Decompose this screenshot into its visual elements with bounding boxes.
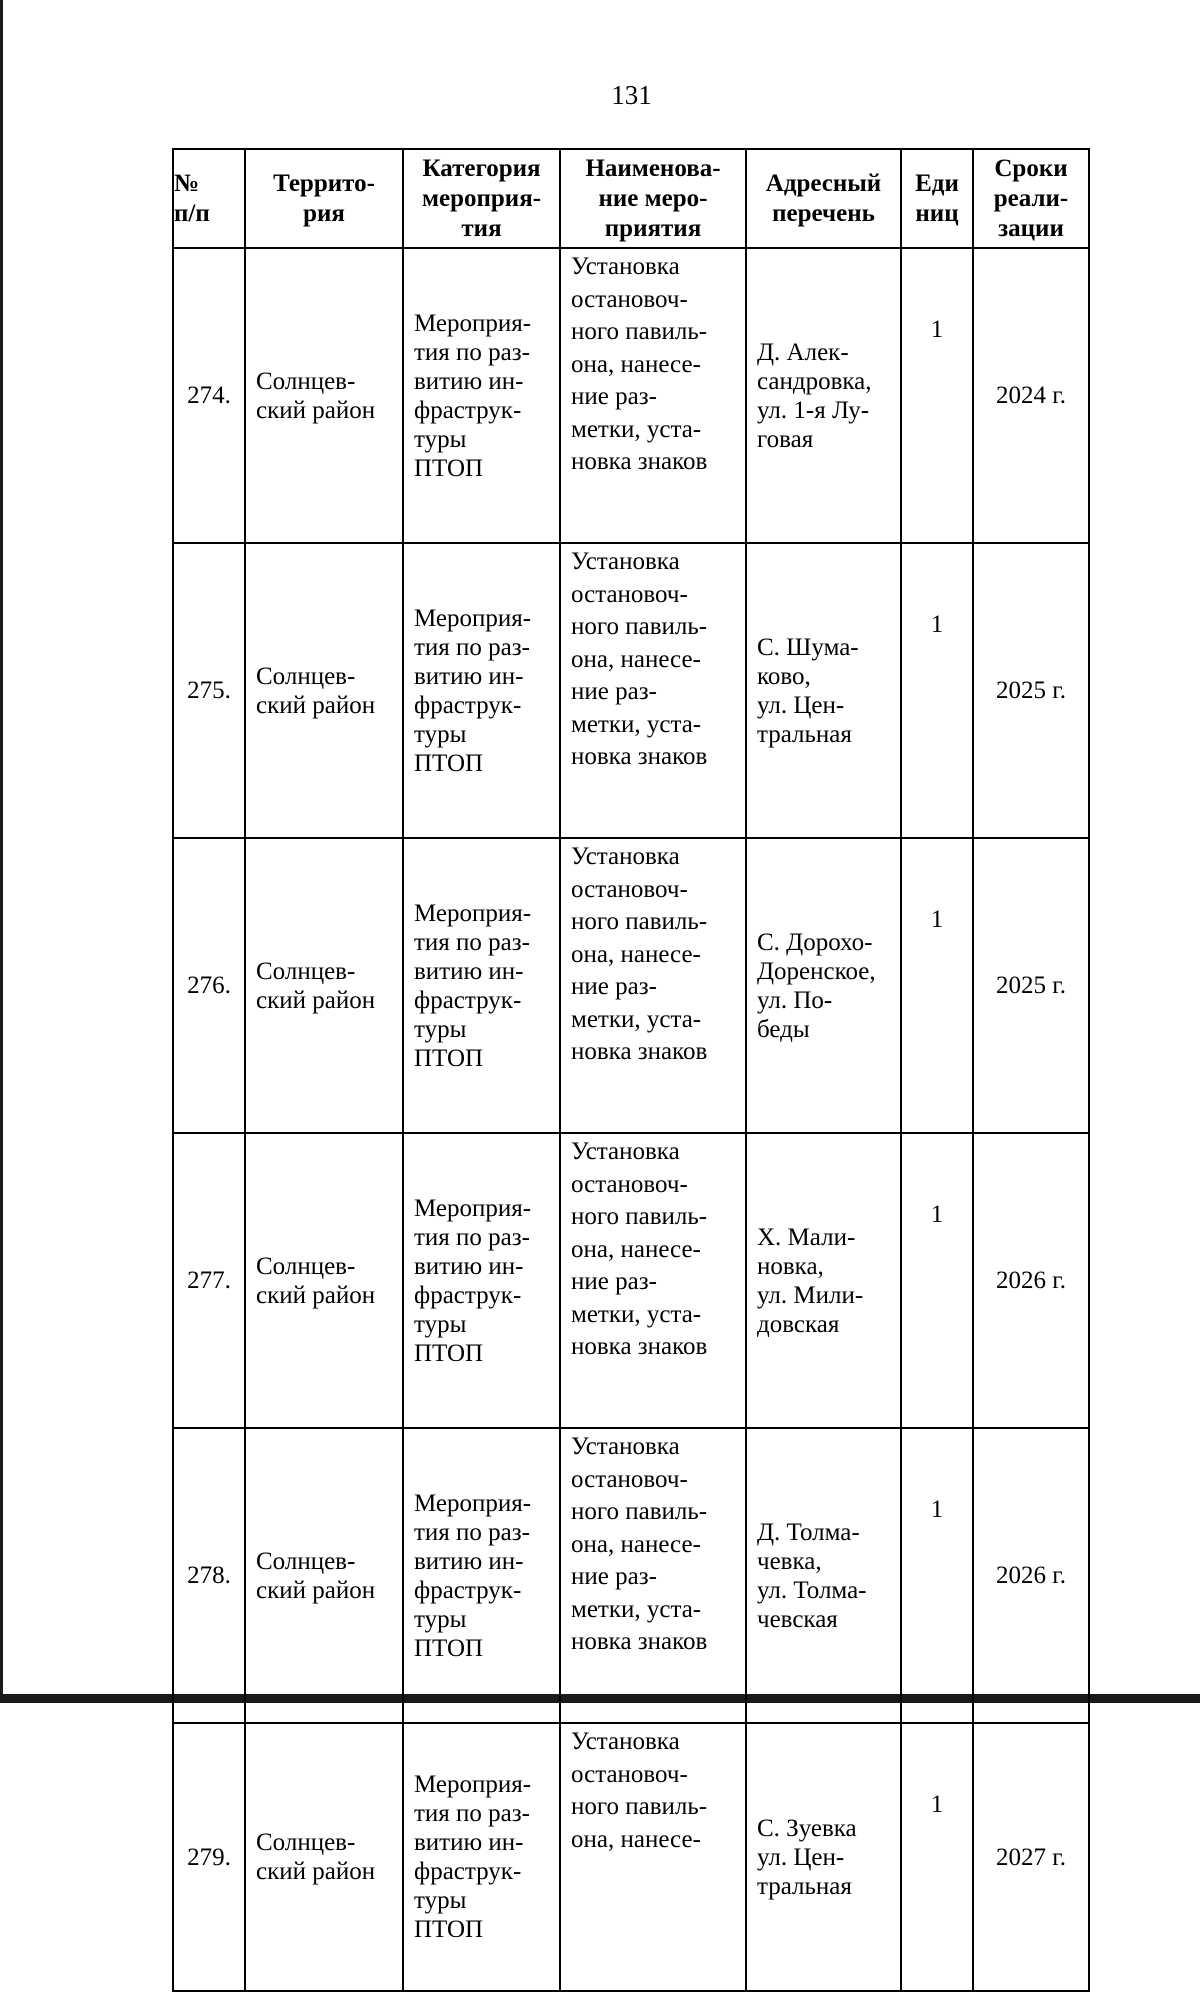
cell-category xyxy=(403,838,560,1133)
cell-category-text: Мероприя- тия по раз- витию ин- фраструк- туры ПТОП xyxy=(414,1771,532,1943)
cell-term: 2026 г. xyxy=(973,1428,1089,1723)
cell-territory xyxy=(245,1723,403,1991)
cell-territory xyxy=(245,1133,403,1428)
table-row xyxy=(173,1723,1089,1991)
cell-category xyxy=(403,248,560,543)
cell-name xyxy=(560,1133,746,1428)
cell-category xyxy=(403,1723,560,1991)
cell-unit: 1 xyxy=(901,838,973,1133)
cell-territory-text: Солнцев- ский район xyxy=(256,957,376,1014)
cell-term: 2024 г. xyxy=(973,248,1089,543)
cell-territory xyxy=(245,1428,403,1723)
cell-category xyxy=(403,1133,560,1428)
cell-name-text: Установка остановоч- ного павиль- она, нанесе- ние раз- метки, уста- новка знаков xyxy=(571,1433,708,1655)
cell-term: 2025 г. xyxy=(973,838,1089,1133)
table-row xyxy=(173,1133,1089,1428)
cell-territory xyxy=(245,838,403,1133)
header-category: Категория мероприя- тия xyxy=(403,149,560,248)
cell-num: 278. xyxy=(173,1428,245,1723)
cell-unit: 1 xyxy=(901,1428,973,1723)
cell-address-text: С. Шума- ково, ул. Цен- тральная xyxy=(757,633,859,748)
cell-name xyxy=(560,248,746,543)
cell-category xyxy=(403,543,560,838)
table-row xyxy=(173,543,1089,838)
cell-category-text: Мероприя- тия по раз- витию ин- фраструк- туры ПТОП xyxy=(414,604,532,777)
cell-name xyxy=(560,838,746,1133)
cell-name xyxy=(560,1723,746,1991)
measures-table xyxy=(172,148,1090,1992)
cell-address-text: С. Зуевка ул. Цен- тральная xyxy=(757,1814,857,1900)
cell-unit: 1 xyxy=(901,1133,973,1428)
cell-address-text: С. Дорохо- Доренское, ул. По- беды xyxy=(757,928,876,1043)
cell-territory-text: Солнцев- ский район xyxy=(256,367,376,424)
table-row xyxy=(173,1428,1089,1723)
cell-territory xyxy=(245,248,403,543)
cell-num: 275. xyxy=(173,543,245,838)
cell-category-text: Мероприя- тия по раз- витию ин- фраструк- туры ПТОП xyxy=(414,309,532,482)
cell-name xyxy=(560,1428,746,1723)
cell-name-text: Установка остановоч- ного павиль- она, нанесе- xyxy=(571,1728,708,1853)
header-name: Наименова- ние меро- приятия xyxy=(560,149,746,248)
table-row xyxy=(173,838,1089,1133)
cell-address xyxy=(746,248,901,543)
table-body xyxy=(173,248,1089,1991)
table-row xyxy=(173,248,1089,543)
cell-address xyxy=(746,838,901,1133)
header-term: Сроки реали- зации xyxy=(973,149,1089,248)
cell-name xyxy=(560,543,746,838)
cell-term: 2026 г. xyxy=(973,1133,1089,1428)
cell-address xyxy=(746,543,901,838)
cell-unit: 1 xyxy=(901,543,973,838)
cell-address-text: Х. Мали- новка, ул. Мили- довская xyxy=(757,1223,864,1338)
cell-name-text: Установка остановоч- ного павиль- она, нанесе- ние раз- метки, уста- новка знаков xyxy=(571,1138,708,1360)
cell-num: 279. xyxy=(173,1723,245,1991)
cell-unit: 1 xyxy=(901,248,973,543)
cell-num: 274. xyxy=(173,248,245,543)
cell-num: 276. xyxy=(173,838,245,1133)
cell-name-text: Установка остановоч- ного павиль- она, нанесе- ние раз- метки, уста- новка знаков xyxy=(571,548,708,770)
cell-term: 2025 г. xyxy=(973,543,1089,838)
header-territory: Террито- рия xyxy=(245,149,403,248)
cell-unit: 1 xyxy=(901,1723,973,1991)
cell-name-text: Установка остановоч- ного павиль- она, нанесе- ние раз- метки, уста- новка знаков xyxy=(571,253,708,475)
cell-address xyxy=(746,1133,901,1428)
header-unit: Еди ниц xyxy=(901,149,973,248)
cell-territory-text: Солнцев- ский район xyxy=(256,662,376,719)
header-num: № п/п xyxy=(173,149,245,248)
cell-category-text: Мероприя- тия по раз- витию ин- фраструк- туры ПТОП xyxy=(414,899,532,1072)
cell-territory-text: Солнцев- ский район xyxy=(256,1252,376,1309)
cell-address xyxy=(746,1428,901,1723)
cell-address xyxy=(746,1723,901,1991)
cell-term: 2027 г. xyxy=(973,1723,1089,1991)
cell-territory xyxy=(245,543,403,838)
cell-category-text: Мероприя- тия по раз- витию ин- фраструк- туры ПТОП xyxy=(414,1194,532,1367)
table-header-row xyxy=(173,149,1089,248)
cell-category xyxy=(403,1428,560,1723)
cell-address-text: Д. Алек- сандровка, ул. 1-я Лу- говая xyxy=(757,338,872,453)
scan-left-edge xyxy=(0,0,3,1703)
page-number: 131 xyxy=(611,80,652,110)
cell-territory-text: Солнцев- ский район xyxy=(256,1547,376,1604)
header-address: Адресный перечень xyxy=(746,149,901,248)
cell-name-text: Установка остановоч- ного павиль- она, нанесе- ние раз- метки, уста- новка знаков xyxy=(571,843,708,1065)
cell-num: 277. xyxy=(173,1133,245,1428)
cell-address-text: Д. Толма- чевка, ул. Толма- чевская xyxy=(757,1518,867,1633)
cell-territory-text: Солнцев- ский район xyxy=(256,1829,376,1885)
cell-category-text: Мероприя- тия по раз- витию ин- фраструк- туры ПТОП xyxy=(414,1489,532,1662)
